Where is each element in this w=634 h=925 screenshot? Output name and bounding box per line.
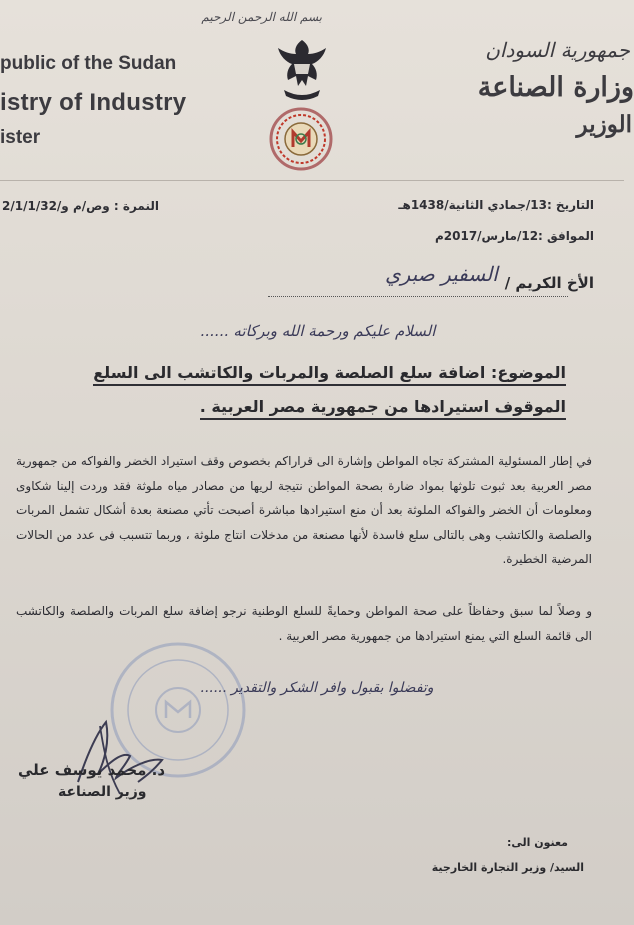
subject-line xyxy=(26,356,566,424)
cc-heading: معنون الى: xyxy=(506,836,568,849)
letterhead-english xyxy=(0,48,220,149)
signatory-title: وزير الصناعة xyxy=(58,784,147,800)
body-paragraph-2: و وصلاً لما سبق وحفاظاً على صحة المواطن وحمايةً للسلع الوطنية نرجو إضافة سلع المربات والصلصة والكاتشب الى قائمة السلع التي يمنع استيرادها من جمهورية مصر العربية . xyxy=(16,604,592,643)
addressee-dotted-line xyxy=(268,296,568,297)
closing-line: وتفضلوا بقبول وافر الشكر والتقدير ...... xyxy=(200,680,434,696)
letterhead-arabic xyxy=(434,38,634,138)
subject-text: الموضوع: اضافة سلع الصلصة والمربات والكاتشب الى السلع الموقوف استيرادها من جمهورية مصر العربية . xyxy=(93,363,566,420)
body-paragraph-1: في إطار المسئولية المشتركة تجاه المواطن وإشارة الى قراراكم بخصوص وقف استيراد الخضر والفواكه من جمهورية مصر العربية بعد ثبوت تلوثها بمواد ضارة بصحة المواطن نتيجة لريها من مصادر مياه ملوثة فقد وردت إلينا شكاوى ومعلومات أن الخضر والفواكه الملوثة بعد أن منع استيرادها مباشرة أصبحت تأتي مصنعة بعدة أشكال تشمل المربات والصلصة والكاتشب وهى بالتالى سلع فاسدة لأنها مصنعة من مدخلات انتاج ملوثة ، وربما تتسبب فى عدد من الحالات المرضية الخطيرة. xyxy=(16,454,592,566)
signatory-name: د. محمد يوسف علي xyxy=(18,761,166,779)
ministry-logo-icon xyxy=(268,106,334,172)
date-hijri: التاريخ :13/جمادي الثانية/1438هـ xyxy=(398,198,594,212)
header-divider xyxy=(0,180,624,181)
reference-number: النمرة : وص/م و/2/1/1/32 xyxy=(2,199,159,213)
letterhead-country-en: public of the Sudan xyxy=(0,53,177,74)
addressee-handwritten: السفير صبري xyxy=(385,262,498,286)
cc-recipient: السيد/ وزير التجارة الخارجية xyxy=(431,861,584,874)
addressee-label: الأخ الكريم / xyxy=(504,274,594,292)
date-gregorian: الموافق :12/مارس/2017م xyxy=(434,229,594,243)
letterhead-ministry-en: istry of Industry xyxy=(0,89,187,116)
national-emblem-icon xyxy=(272,34,332,104)
basmala: بسم الله الرحمن الرحيم xyxy=(201,10,322,24)
letterhead-ministry-ar: وزارة الصناعة xyxy=(477,72,634,103)
letterhead-office-ar: الوزير xyxy=(576,111,632,138)
letterhead-country-ar: جمهورية السودان xyxy=(485,38,630,62)
greeting: السلام عليكم ورحمة الله وبركاته ...... xyxy=(200,322,436,340)
letterhead-office-en: ister xyxy=(0,127,41,148)
